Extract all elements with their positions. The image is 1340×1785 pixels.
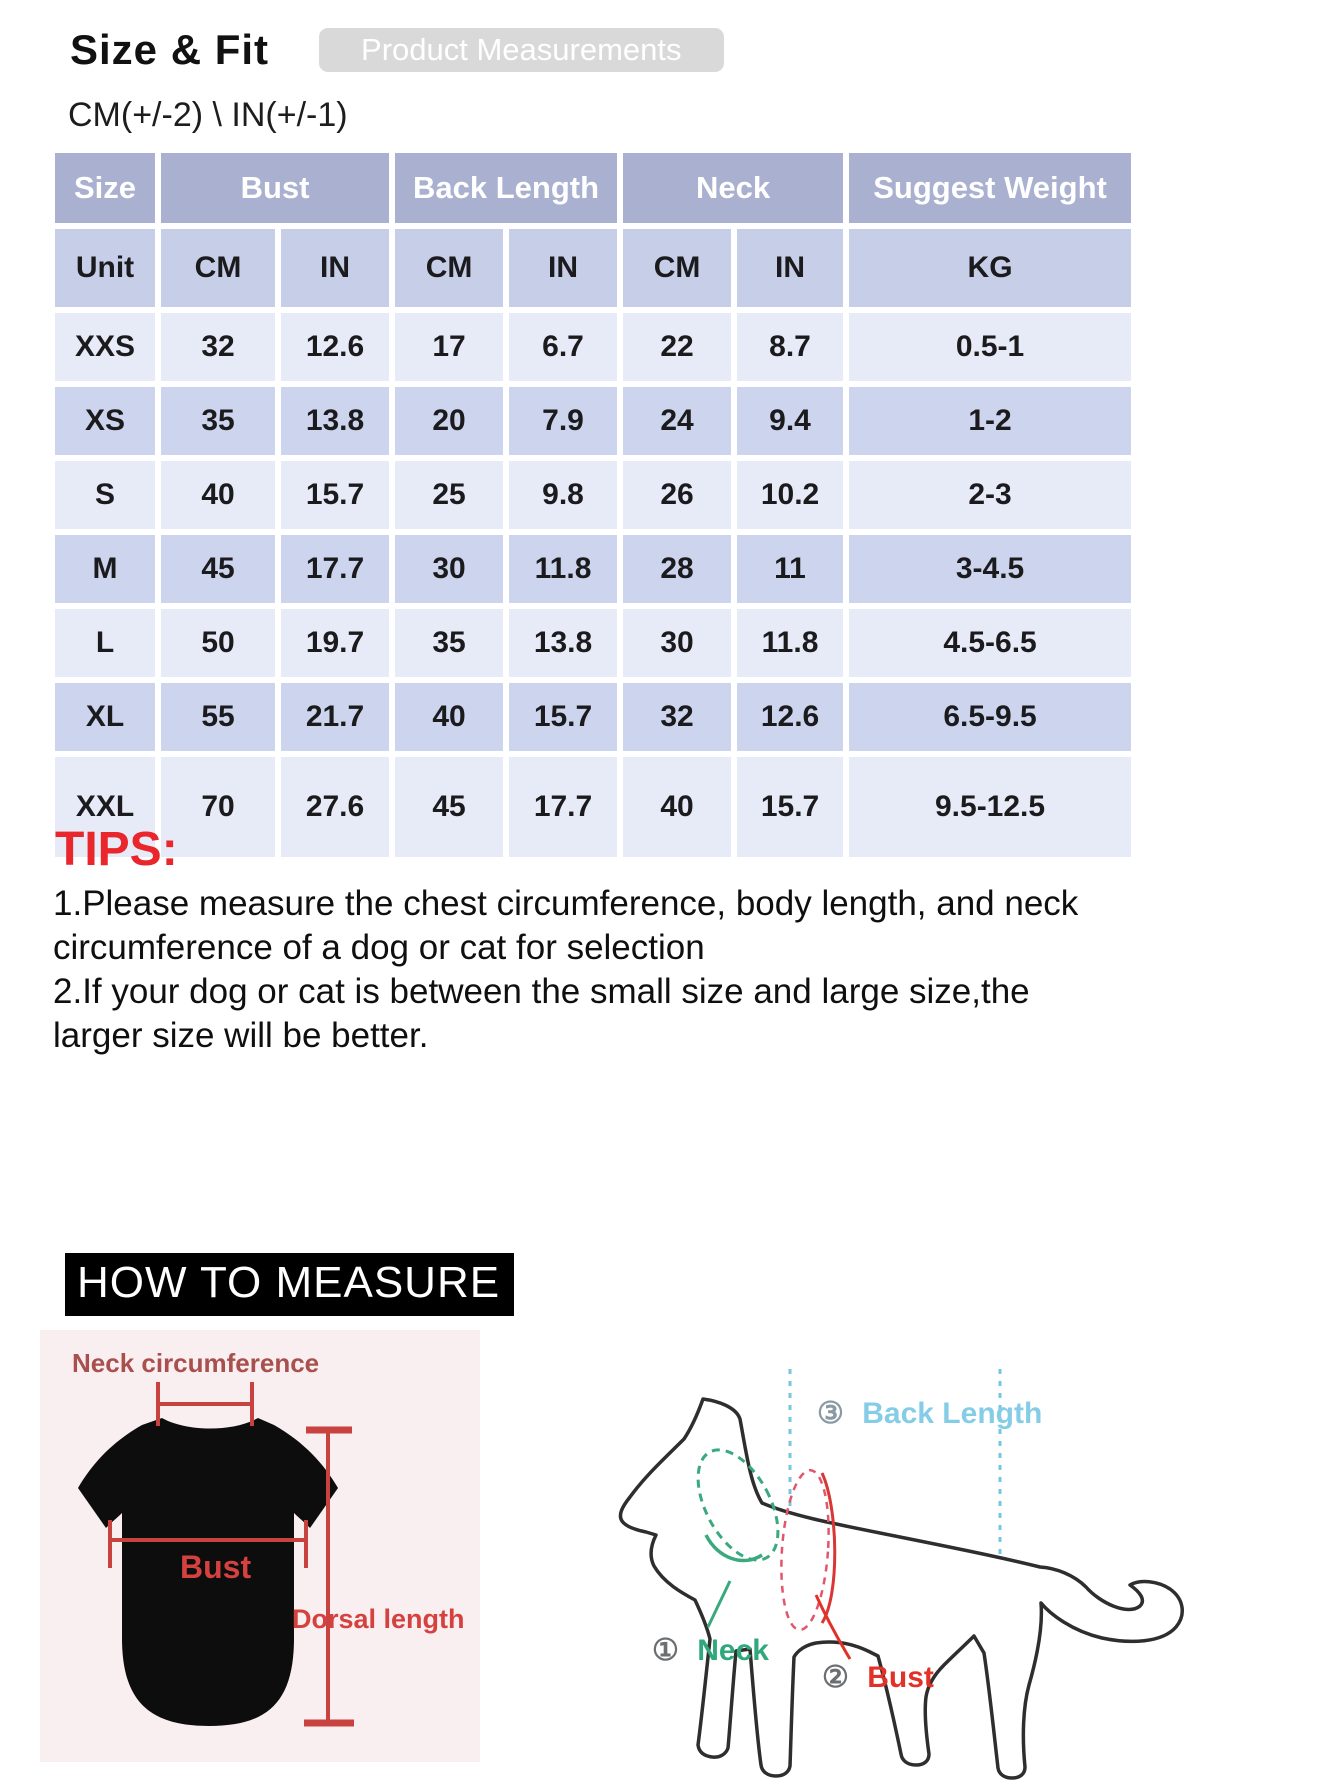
table-row-m [52, 532, 1134, 606]
value-cell: 7.9 [506, 384, 620, 458]
unit-cell: CM [158, 226, 278, 310]
value-cell: 11.8 [506, 532, 620, 606]
value-cell: 17 [392, 310, 506, 384]
value-cell: 30 [620, 606, 734, 680]
unit-cell: IN [278, 226, 392, 310]
size-cell: M [52, 532, 158, 606]
weight-cell: 1-2 [846, 384, 1134, 458]
value-cell: 27.6 [278, 754, 392, 860]
back-length-text: Back Length [862, 1397, 1043, 1430]
value-cell: 55 [158, 680, 278, 754]
value-cell: 10.2 [734, 458, 846, 532]
table-row-s [52, 458, 1134, 532]
neck-measure-lines [158, 1382, 252, 1426]
size-cell: XL [52, 680, 158, 754]
value-cell: 26 [620, 458, 734, 532]
col-header-size: Size [52, 150, 158, 226]
header [70, 26, 724, 74]
neck-label [652, 1634, 769, 1667]
value-cell: 9.4 [734, 384, 846, 458]
how-to-measure-banner: HOW TO MEASURE [65, 1253, 514, 1316]
bust-label [822, 1661, 934, 1694]
unit-cell: IN [506, 226, 620, 310]
value-cell: 32 [620, 680, 734, 754]
table-row-l [52, 606, 1134, 680]
table-row-xs [52, 384, 1134, 458]
dog-measure-diagram [610, 1355, 1340, 1785]
value-cell: 40 [620, 754, 734, 860]
back-length-number: ③ [817, 1397, 844, 1430]
value-cell: 32 [158, 310, 278, 384]
value-cell: 45 [158, 532, 278, 606]
value-cell: 40 [392, 680, 506, 754]
value-cell: 35 [392, 606, 506, 680]
col-header-bust: Bust [158, 150, 392, 226]
value-cell: 45 [392, 754, 506, 860]
unit-cell: KG [846, 226, 1134, 310]
page-title: Size & Fit [70, 26, 270, 73]
value-cell: 11 [734, 532, 846, 606]
value-cell: 12.6 [734, 680, 846, 754]
weight-cell: 3-4.5 [846, 532, 1134, 606]
value-cell: 13.8 [506, 606, 620, 680]
tip-item: 2.If your dog or cat is between the small size and large size,the larger size will be better. [53, 972, 1030, 1056]
table-row-xl [52, 680, 1134, 754]
weight-cell: 0.5-1 [846, 310, 1134, 384]
unit-cell: CM [392, 226, 506, 310]
size-cell: XXS [52, 310, 158, 384]
tolerance-note: CM(+/-2) \ IN(+/-1) [68, 96, 348, 134]
tips-heading: TIPS: [55, 823, 178, 876]
value-cell: 50 [158, 606, 278, 680]
value-cell: 21.7 [278, 680, 392, 754]
measurements-badge: Product Measurements [319, 28, 723, 72]
value-cell: 35 [158, 384, 278, 458]
shirt-diagram-graphic [40, 1330, 480, 1762]
col-header-suggest-weight: Suggest Weight [846, 150, 1134, 226]
value-cell: 40 [158, 458, 278, 532]
value-cell: 15.7 [278, 458, 392, 532]
weight-cell: 9.5-12.5 [846, 754, 1134, 860]
value-cell: 9.8 [506, 458, 620, 532]
value-cell: 11.8 [734, 606, 846, 680]
value-cell: 28 [620, 532, 734, 606]
value-cell: 19.7 [278, 606, 392, 680]
shirt-measure-diagram [40, 1330, 480, 1762]
value-cell: 24 [620, 384, 734, 458]
bust-number: ② [822, 1661, 849, 1694]
value-cell: 22 [620, 310, 734, 384]
back-length-label [817, 1397, 1042, 1430]
dog-diagram-graphic [610, 1355, 1340, 1785]
table-row-xxl [52, 754, 1134, 860]
neck-number: ① [652, 1634, 679, 1667]
value-cell: 12.6 [278, 310, 392, 384]
size-cell: XS [52, 384, 158, 458]
value-cell: 15.7 [734, 754, 846, 860]
value-cell: 30 [392, 532, 506, 606]
size-cell: XXL [52, 754, 158, 860]
shirt-neck-label: Neck circumference [72, 1348, 320, 1378]
size-cell: L [52, 606, 158, 680]
value-cell: 6.7 [506, 310, 620, 384]
size-cell: S [52, 458, 158, 532]
col-header-back-length: Back Length [392, 150, 620, 226]
tips-text [53, 882, 1113, 1058]
weight-cell: 4.5-6.5 [846, 606, 1134, 680]
unit-row [52, 226, 1134, 310]
unit-cell: Unit [52, 226, 158, 310]
shirt-dorsal-label: Dorsal length [292, 1604, 465, 1634]
neck-text: Neck [697, 1634, 769, 1667]
value-cell: 70 [158, 754, 278, 860]
weight-cell: 2-3 [846, 458, 1134, 532]
unit-cell: IN [734, 226, 846, 310]
value-cell: 17.7 [278, 532, 392, 606]
value-cell: 17.7 [506, 754, 620, 860]
shirt-bust-label: Bust [180, 1549, 252, 1585]
weight-cell: 6.5-9.5 [846, 680, 1134, 754]
value-cell: 15.7 [506, 680, 620, 754]
col-header-neck: Neck [620, 150, 846, 226]
unit-cell: CM [620, 226, 734, 310]
bust-text: Bust [867, 1661, 934, 1694]
table-header-row [52, 150, 1134, 226]
value-cell: 13.8 [278, 384, 392, 458]
value-cell: 8.7 [734, 310, 846, 384]
tip-item: 1.Please measure the chest circumference, body length, and neck circumference of a dog or cat for selection [53, 884, 1079, 968]
size-table [49, 147, 1137, 863]
value-cell: 20 [392, 384, 506, 458]
table-row-xxs [52, 310, 1134, 384]
value-cell: 25 [392, 458, 506, 532]
